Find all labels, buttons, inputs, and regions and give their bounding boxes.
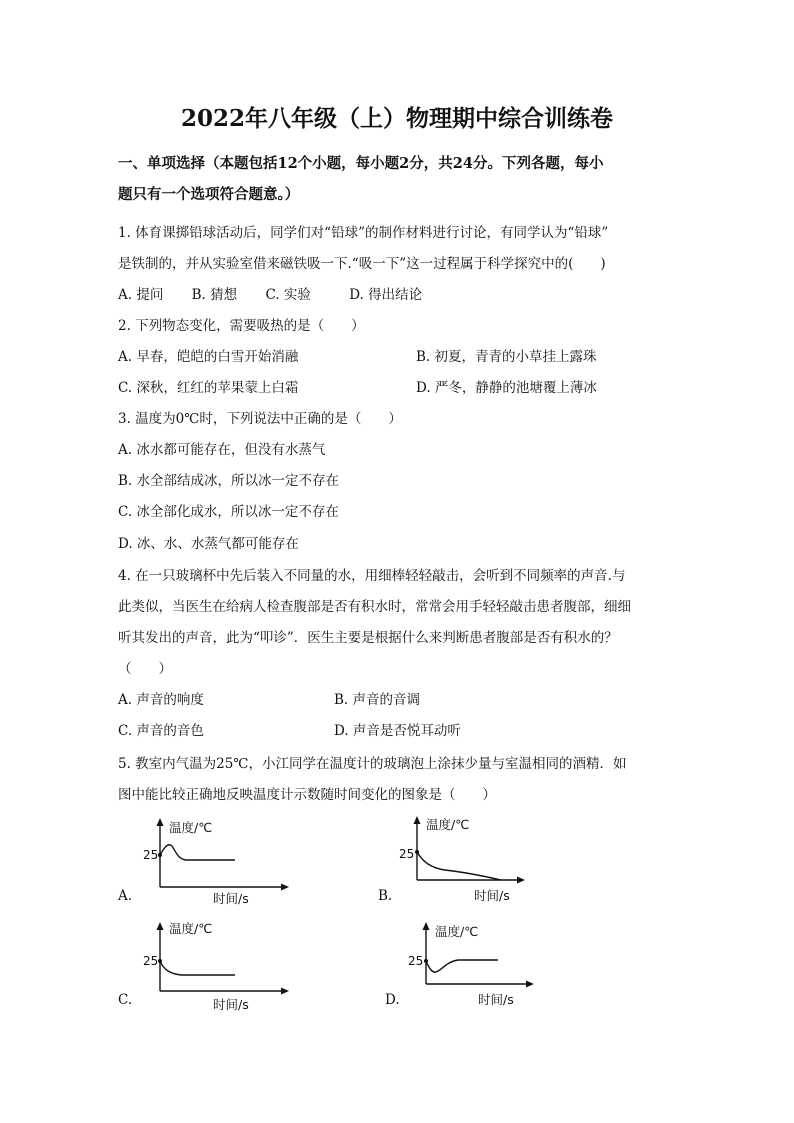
q5-stem-line1: 5. 教室内气温为25℃，小江同学在温度计的玻璃泡上涂抹少量与室温相同的酒精．如 xyxy=(118,756,627,772)
graph-d xyxy=(406,916,556,1011)
graph-b-x-arrow xyxy=(517,877,525,884)
q2-option-d: D. 严冬，静静的池塘覆上薄冰 xyxy=(416,380,597,396)
section-heading xyxy=(118,148,688,210)
q2-option-c: C. 深秋，红红的苹果蒙上白霜 xyxy=(118,380,299,396)
graph-b-y-arrow xyxy=(414,816,421,824)
graph-b xyxy=(397,812,547,907)
q2-option-a: A. 早春，皑皑的白雪开始消融 xyxy=(118,349,299,365)
graph-a-tick-25: 25 xyxy=(143,848,159,862)
q4-stem-line1: 4. 在一只玻璃杯中先后装入不同量的水，用细棒轻轻敲击，会听到不同频率的声音.与 xyxy=(118,568,626,584)
graph-b-x-label: 时间/s xyxy=(474,888,510,903)
q2-option-b: B. 初夏，青青的小草挂上露珠 xyxy=(416,349,597,365)
q4-stem-line3: 听其发出的声音，此为“叩诊”．医生主要是根据什么来判断患者腹部是否有积水的？ xyxy=(118,630,618,646)
q3-option-b: B. 水全部结成冰，所以冰一定不存在 xyxy=(118,473,340,489)
q4-stem-line4: （ ） xyxy=(118,661,172,677)
graph-d-x-label: 时间/s xyxy=(478,992,514,1007)
q4-option-a: A. 声音的响度 xyxy=(118,692,204,708)
q1-option-d: D. 得出结论 xyxy=(349,287,423,303)
q4-option-d: D. 声音是否悦耳动听 xyxy=(334,723,461,739)
q5-stem-line2: 图中能比较正确地反映温度计示数随时间变化的图象是（ ） xyxy=(118,787,496,803)
graph-d-curve xyxy=(426,960,498,972)
q3-option-d: D. 冰、水、水蒸气都可能存在 xyxy=(118,536,299,552)
graph-c-x-label: 时间/s xyxy=(213,997,249,1011)
graph-b-tick-25: 25 xyxy=(399,847,415,861)
q1-stem-line2: 是铁制的，并从实验室借来磁铁吸一下.“吸一下”这一过程属于科学探究中的( ) xyxy=(118,256,606,272)
graph-b-option-label: B. xyxy=(378,888,393,904)
q2-stem: 2. 下列物态变化，需要吸热的是（ ） xyxy=(118,318,365,334)
graph-b-curve xyxy=(417,852,501,880)
q4-option-c: C. 声音的音色 xyxy=(118,723,204,739)
graph-c xyxy=(140,916,290,1011)
graph-a-option-label: A. xyxy=(118,888,133,904)
q3-option-a: A. 冰水都可能存在，但没有水蒸气 xyxy=(118,442,326,458)
q3-stem: 3. 温度为0℃时，下列说法中正确的是（ ） xyxy=(118,411,402,427)
q4-stem-line2: 此类似，当医生在给病人检查腹部是否有积水时，常常会用手轻轻敲击患者腹部，细细 xyxy=(118,599,631,615)
graph-c-curve xyxy=(160,961,235,975)
graph-c-x-arrow xyxy=(281,988,289,995)
graph-c-option-label: C. xyxy=(118,992,133,1008)
graph-a-x-arrow xyxy=(281,884,289,891)
graph-a-x-label: 时间/s xyxy=(213,891,249,906)
graph-a-y-label: 温度/℃ xyxy=(169,820,213,835)
q1-option-a: A. 提问 xyxy=(118,287,164,303)
graph-d-option-label: D. xyxy=(385,992,400,1008)
q1-options xyxy=(118,285,444,305)
q4-option-b: B. 声音的音调 xyxy=(334,692,421,708)
graph-a-y-arrow xyxy=(157,818,164,826)
graph-d-y-label: 温度/℃ xyxy=(435,924,479,939)
q1-option-b: B. 猜想 xyxy=(191,287,238,303)
graph-a xyxy=(140,812,290,907)
section-heading-line1: 一、单项选择（本题包括12个小题，每小题2分，共24分。下列各题，每小 xyxy=(118,155,604,172)
graph-d-tick-25: 25 xyxy=(408,954,424,968)
graph-c-tick-25: 25 xyxy=(143,954,159,968)
graph-d-y-arrow xyxy=(423,922,430,930)
page-title: 2022年八年级（上）物理期中综合训练卷 xyxy=(180,105,613,132)
graph-b-y-label: 温度/℃ xyxy=(426,817,470,832)
graph-c-y-label: 温度/℃ xyxy=(169,921,213,936)
q1-stem-line1: 1. 体育课掷铅球活动后，同学们对“铅球”的制作材料进行讨论，有同学认为“铅球” xyxy=(118,225,609,241)
graph-a-curve xyxy=(160,845,235,860)
section-heading-line2: 题只有一个选项符合题意。） xyxy=(118,186,300,203)
q1-option-c: C. 实验 xyxy=(265,287,311,303)
q3-option-c: C. 冰全部化成水，所以冰一定不存在 xyxy=(118,504,339,520)
graph-c-y-arrow xyxy=(157,922,164,930)
graph-d-x-arrow xyxy=(526,981,534,988)
